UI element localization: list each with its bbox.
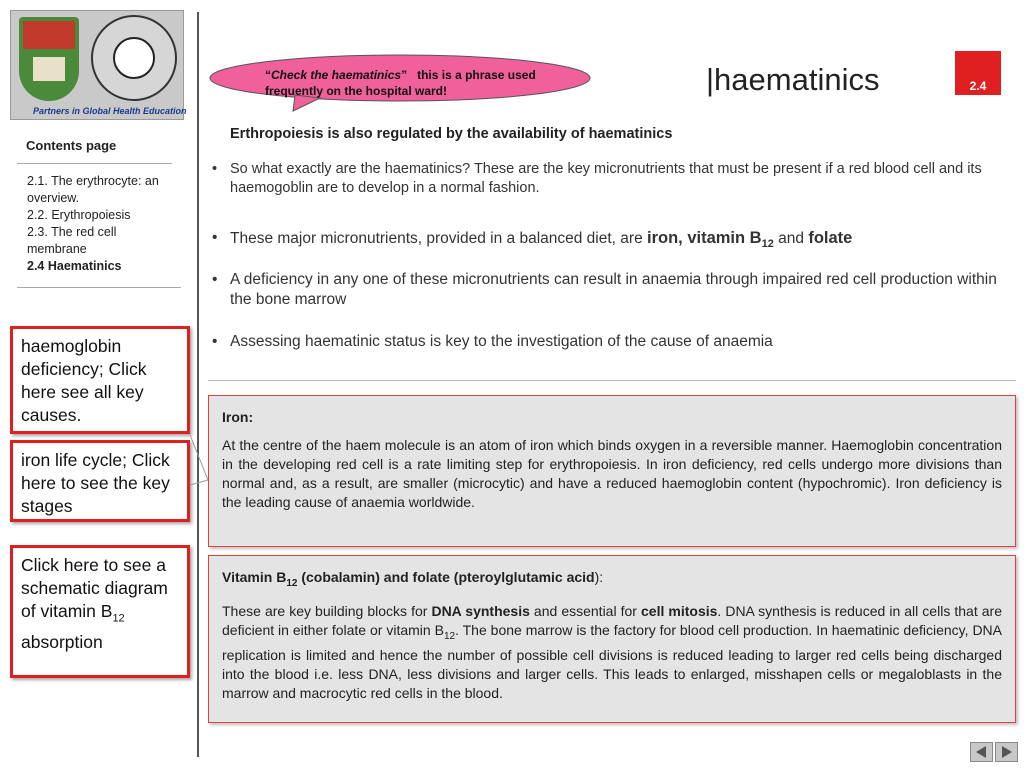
triangle-left-icon: [976, 746, 986, 758]
logo: [10, 10, 187, 120]
section-badge: 2.4: [955, 51, 1001, 95]
college-seal-icon: [91, 15, 177, 101]
b12-absorption-link[interactable]: Click here to see a schematic diagram of vitamin $B_{12}$ absorption: [10, 545, 190, 678]
callout-text: “Check the haematinics” this is a phrase used frequently on the hospital ward!: [265, 68, 536, 98]
b12-box-title: Vitamin $B_{12}$ (cobalamin) and folate (pteroylglutamic acid):: [222, 569, 604, 589]
callout-rest: this is a phrase used frequently on the hospital ward!: [265, 68, 536, 98]
divider: [208, 380, 1016, 381]
page-title: |haematinics: [706, 62, 880, 97]
partners-caption: Partners in Global Health Education: [33, 106, 187, 116]
triangle-right-icon: [1002, 746, 1012, 758]
next-slide-button[interactable]: [995, 742, 1018, 762]
contents-item-erythrocyte[interactable]: 2.1. The erythrocyte: an overview.: [27, 174, 159, 205]
contents-item-membrane[interactable]: 2.3. The red cell membrane: [27, 225, 117, 256]
contents-heading: Contents page: [26, 138, 117, 153]
divider: [17, 163, 172, 164]
contents-item-erythropoiesis[interactable]: 2.2. Erythropoiesis: [27, 208, 131, 222]
iron-life-cycle-link[interactable]: iron life cycle; Click here to see the key stages: [10, 440, 190, 522]
iron-box-title: Iron:: [222, 409, 254, 425]
previous-slide-button[interactable]: [970, 742, 993, 762]
callout-phrase: Check the haematinics: [271, 68, 402, 82]
section-heading: Erthropoiesis is also regulated by the availability of haematinics: [230, 126, 673, 142]
haemoglobin-deficiency-link[interactable]: haemoglobin deficiency; Click here see all key causes.: [10, 326, 190, 434]
b12-box-body: These are key building blocks for DNA synthesis and essential for cell mitosis. DNA synthesis is reduced in all cells that are deficient in either folate or vitamin $B_{12}$. The bone marrow is the factory for blood cell production. In haematinic deficiency, DNA replication is limited and hence the number of possible cell divisions is reduced leading to larger red cells being discharged into the blood i.e. less DNA, less divisions and larger cells. This leads to enlarged, misshapen cells or megaloblasts in the marrow and macrocytic red cells in the blood.: [222, 602, 1002, 701]
b12-folate-info-box: [208, 555, 1016, 723]
contents-list: [27, 173, 177, 275]
iron-info-box: [208, 395, 1016, 547]
divider: [17, 287, 181, 288]
iron-box-body: At the centre of the haem molecule is an atom of iron which binds oxygen in a reversible manner. Haemoglobin concentration in the developing red cell is a rate limiting step for erythropoiesis. In iron deficiency, red cells undergo more divisions than normal and, as a result, are smaller (microcytic) and have a reduced haemoglobin content (hypochromic). Iron deficiency is the leading cause of anaemia worldwide.: [222, 437, 1002, 510]
callout-bubble: [205, 53, 595, 113]
university-crest-icon: [19, 17, 79, 101]
contents-item-haematinics[interactable]: 2.4 Haematinics: [27, 259, 122, 273]
